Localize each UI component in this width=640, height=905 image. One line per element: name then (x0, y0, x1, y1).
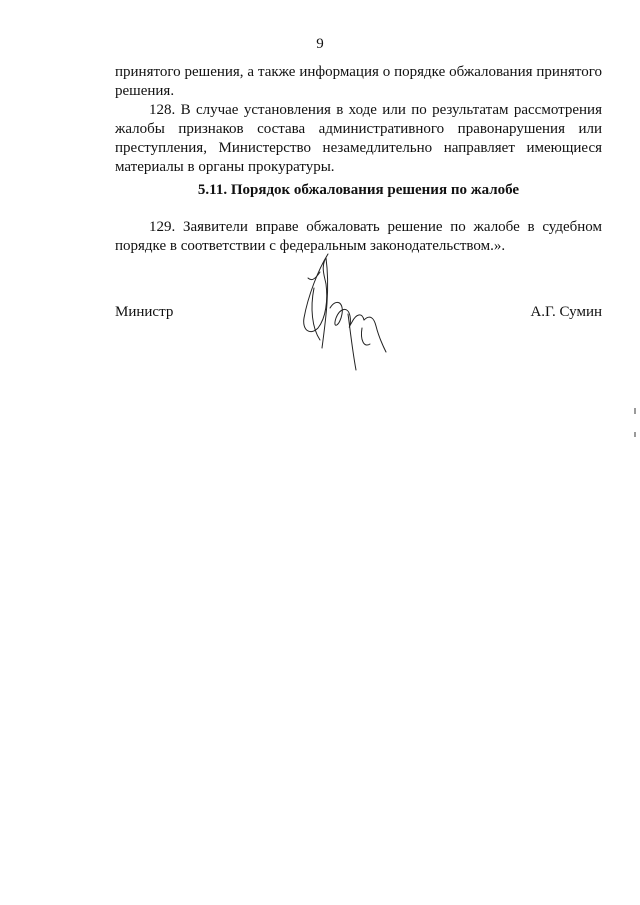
paragraph-continuation: принятого решения, а также информация о порядке обжалования принятого решения. (115, 64, 602, 99)
scan-margin-mark (634, 408, 636, 414)
handwritten-signature (290, 248, 400, 373)
section-heading: 5.11. Порядок обжалования решения по жалобе (197, 182, 520, 198)
signer-name: А.Г. Сумин (530, 304, 602, 320)
signer-title: Министр (115, 304, 174, 320)
page-number: 9 (316, 36, 324, 52)
paragraph-128: 128. В случае установления в ходе или по результатам рассмотрения жалобы признаков состава административного правонарушения или преступления, Министерство незамедлительно направляет имеющиеся материалы в органы прокуратуры. (115, 102, 602, 175)
scan-margin-mark (634, 432, 636, 437)
paragraph-129: 129. Заявители вправе обжаловать решение по жалобе в судебном порядке в соответствии с федеральным законодательством.». (115, 219, 602, 254)
